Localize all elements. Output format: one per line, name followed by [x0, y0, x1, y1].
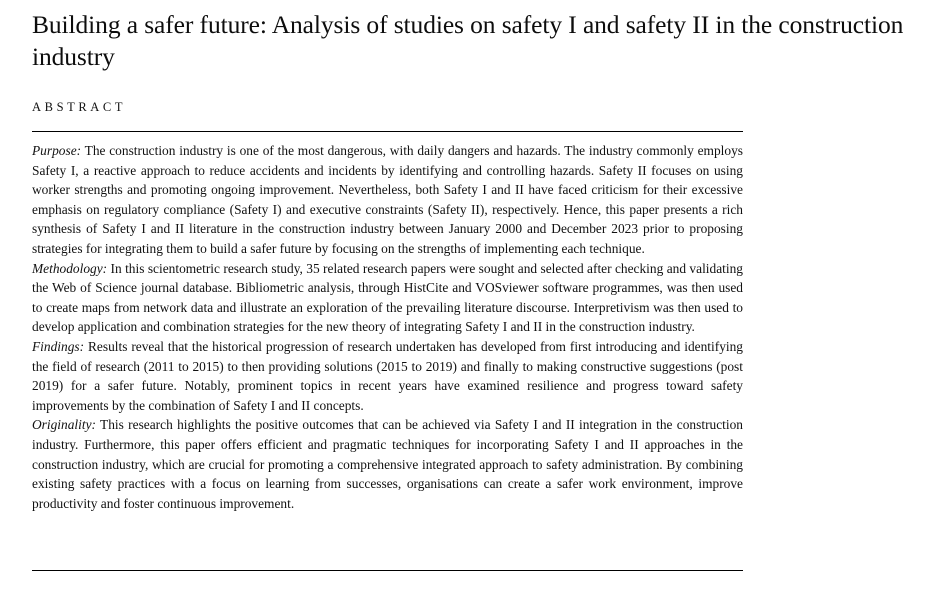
section-text-originality: This research highlights the positive outcomes that can be achieved via Safety I and II integration in the construction industry. Furthermore, this paper offers efficient and pragmatic techniques for incorporating Safety I and II approaches in the construction industry, which are crucial for promoting a comprehensive integrated approach to safety administration. By combining existing safety practices with a focus on learning from successes, organisations can create a safer work environment, improve productivity and foster continuous improvement.: [32, 417, 743, 511]
section-label-findings: Findings:: [32, 338, 85, 354]
section-text-purpose: The construction industry is one of the most dangerous, with daily dangers and hazards. The industry commonly employs Safety I, a reactive approach to reduce accidents and incidents by identifying and controlling hazards. Safety II focuses on using worker strengths and promoting ongoing improvement. Nevertheless, both Safety I and II have faced criticism for their excessive emphasis on regulatory compliance (Safety I) and executive constraints (Safety II), respectively. Hence, this paper presents a rich synthesis of Safety I and II literature in the construction industry between January 2000 and December 2023 prior to proposing strategies for integrating them to build a safer future by focusing on the strengths of implementing each technique.: [32, 143, 743, 256]
section-label-originality: Originality:: [32, 417, 96, 433]
abstract-paragraph-originality: [32, 415, 743, 513]
abstract-paragraph-purpose: [32, 141, 743, 259]
abstract-paragraph-methodology: [32, 259, 743, 337]
section-label-purpose: Purpose:: [32, 143, 82, 158]
section-text-findings: Results reveal that the historical progression of research undertaken has developed from first introducing and identifying the field of research (2011 to 2015) to then providing solutions (2015 to 2019) and finally to making constructive suggestions (post 2019) for a safer future. Notably, prominent topics in recent years have examined resilience and progress toward safety improvements by the combination of Safety I and II concepts.: [32, 338, 743, 413]
section-text-methodology: In this scientometric research study, 35 related research papers were sought and selected after checking and validating the Web of Science journal database. Bibliometric analysis, through HistCite and VOSviewer software programmes, was then used to create maps from network data and illustrate an exploration of the prevailing literature discourse. Interpretivism was then used to develop application and combination strategies for the new theory of integrating Safety I and II in the construction industry.: [32, 260, 743, 335]
abstract-body: [32, 141, 743, 513]
abstract-heading: ABSTRACT: [32, 100, 127, 114]
abstract-top-divider: [32, 131, 743, 132]
page-title: Building a safer future: Analysis of studies on safety I and safety II in the construction industry: [32, 10, 904, 71]
abstract-paragraph-findings: [32, 337, 743, 415]
abstract-bottom-divider: [32, 570, 743, 571]
section-label-methodology: Methodology:: [32, 260, 108, 276]
